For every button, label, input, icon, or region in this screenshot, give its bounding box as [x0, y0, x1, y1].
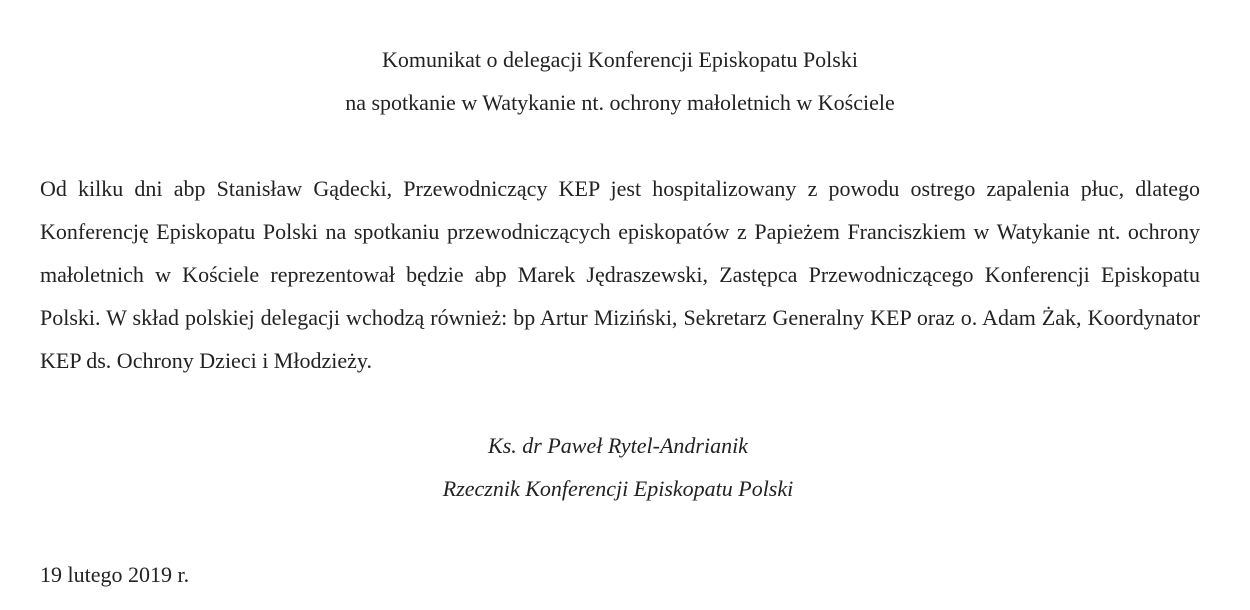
- signature-name: Ks. dr Paweł Rytel-Andrianik: [488, 433, 748, 458]
- document-date: 19 lutego 2019 r.: [40, 562, 190, 587]
- document-title: [0, 38, 1240, 124]
- title-line-1: Komunikat o delegacji Konferencji Episkopatu Polski: [382, 47, 858, 72]
- body-paragraph: Od kilku dni abp Stanisław Gądecki, Przewodniczący KEP jest hospitalizowany z powodu ostrego zapalenia płuc, dlatego Konferencję Episkopatu Polski na spotkaniu przewodniczących episkopatów z Papieżem Franciszkiem w Watykanie nt. ochrony małoletnich w Kościele reprezentował będzie abp Marek Jędraszewski, Zastępca Przewodniczącego Konferencji Episkopatu Polski. W skład polskiej delegacji wchodzą również: bp Artur Miziński, Sekretarz Generalny KEP oraz o. Adam Żak, Koordynator KEP ds. Ochrony Dzieci i Młodzieży.: [40, 176, 1200, 373]
- signature-block: [0, 424, 1236, 510]
- title-line-2: na spotkanie w Watykanie nt. ochrony małoletnich w Kościele: [345, 90, 895, 115]
- signature-role: Rzecznik Konferencji Episkopatu Polski: [442, 476, 794, 501]
